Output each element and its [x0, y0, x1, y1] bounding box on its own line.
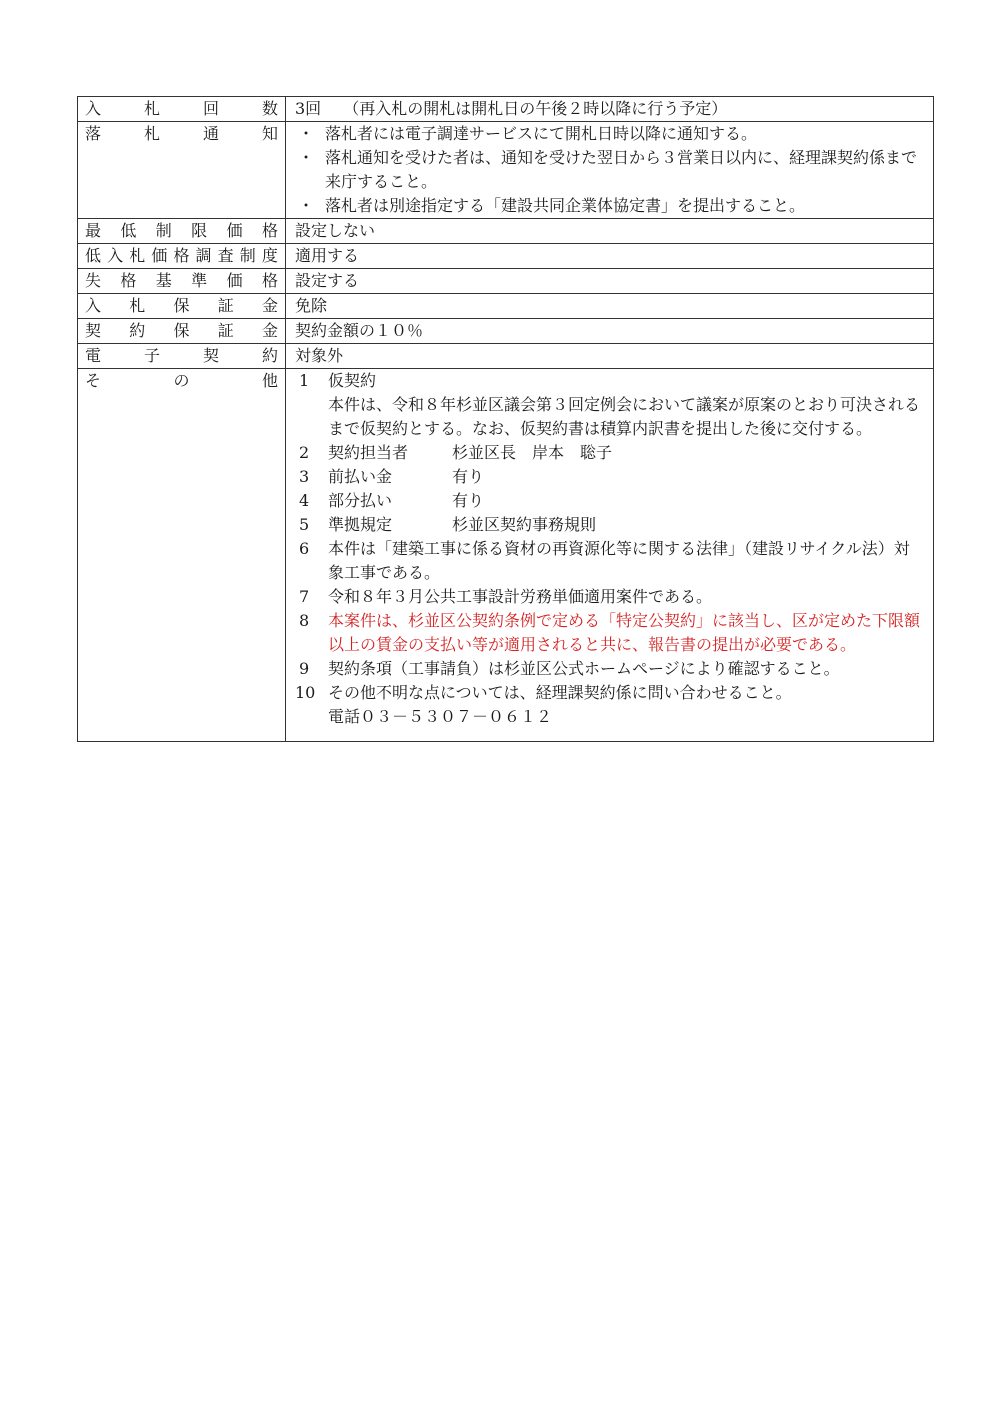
- row-disqualify-price: [78, 269, 934, 294]
- other-item-9-text: 契約条項（工事請負）は杉並区公式ホームページにより確認すること。: [328, 659, 840, 678]
- award-notice-item-1: 落札者には電子調達サービスにて開札日時以降に通知する。: [325, 124, 758, 143]
- label-cell: [78, 344, 286, 369]
- label-cell: [78, 319, 286, 344]
- label-bid-count: 入 札 回 数: [85, 99, 278, 118]
- disqualify-price-value: 設定する: [286, 269, 934, 294]
- other-item-1-text: 本件は、令和８年杉並区議会第３回定例会において議案が原案のとおり可決されるまで仮契約とする。なお、仮契約書は積算内訳書を提出した後に交付する。: [328, 395, 921, 438]
- label-award-notice: 落 札 通 知: [85, 124, 278, 143]
- list-item: [295, 122, 925, 146]
- list-item: [295, 585, 925, 609]
- other-item-4-key: 部分払い: [328, 491, 393, 510]
- list-item: [295, 194, 925, 218]
- value-cell: [286, 97, 934, 122]
- row-low-bid-system: [78, 244, 934, 269]
- item-number: 6: [299, 539, 310, 558]
- list-item: [295, 489, 925, 513]
- bullet-icon: ・: [298, 196, 315, 215]
- row-bid-deposit: [78, 294, 934, 319]
- label-cell: [78, 269, 286, 294]
- list-item: [295, 657, 925, 681]
- award-notice-item-2: 落札通知を受けた者は、通知を受けた翌日から３営業日以内に、経理課契約係まで来庁すること。: [325, 148, 918, 191]
- label-cell: [78, 244, 286, 269]
- other-item-7-text: 令和８年３月公共工事設計労務単価適用案件である。: [328, 587, 713, 606]
- other-item-4-value: 有り: [452, 491, 485, 510]
- item-number: 4: [299, 491, 310, 510]
- other-item-8-text: 本案件は、杉並区公契約条例で定める「特定公契約」に該当し、区が定めた下限額以上の賃金の支払い等が適用されると共に、報告書の提出が必要である。: [328, 611, 921, 654]
- item-number: 9: [299, 659, 310, 678]
- list-item: [295, 537, 925, 585]
- list-item: [295, 465, 925, 489]
- row-min-price: [78, 219, 934, 244]
- label-cell: [78, 122, 286, 219]
- label-cell: [78, 219, 286, 244]
- bullet-icon: ・: [298, 124, 315, 143]
- other-item-2-value: 杉並区長 岸本 聡子: [452, 443, 613, 462]
- label-bid-deposit: 入 札 保 証 金: [85, 296, 278, 315]
- other-item-10-text: その他不明な点については、経理課契約係に問い合わせること。: [328, 683, 792, 702]
- min-price-value: 設定しない: [286, 219, 934, 244]
- bid-deposit-value: 免除: [286, 294, 934, 319]
- item-number: 8: [299, 611, 310, 630]
- row-bid-count: [78, 97, 934, 122]
- award-notice-item-3: 落札者は別途指定する「建設共同企業体協定書」を提出すること。: [325, 196, 806, 215]
- other-item-1-title: 仮契約: [328, 371, 377, 390]
- item-number: 3: [299, 467, 310, 486]
- row-contract-deposit: [78, 319, 934, 344]
- other-item-3-value: 有り: [452, 467, 485, 486]
- list-item: [295, 441, 925, 465]
- other-item-3-key: 前払い金: [328, 467, 393, 486]
- row-award-notice: [78, 122, 934, 219]
- other-item-5-value: 杉並区契約事務規則: [452, 515, 597, 534]
- label-min-price: 最 低 制 限 価 格: [85, 221, 278, 240]
- bullet-icon: ・: [298, 148, 315, 167]
- item-number: 10: [295, 683, 316, 702]
- bid-count-note: （再入札の開札は開札日の午後２時以降に行う予定）: [343, 99, 728, 118]
- item-number: 1: [299, 371, 310, 390]
- item-number: 5: [299, 515, 310, 534]
- conditions-table: [77, 96, 934, 742]
- label-contract-deposit: 契 約 保 証 金: [85, 321, 278, 340]
- item-number: 2: [299, 443, 310, 462]
- row-other: [78, 369, 934, 742]
- contact-phone: 電話０３－５３０７－０６１２: [328, 707, 553, 726]
- label-cell: [78, 369, 286, 742]
- item-number: 7: [299, 587, 310, 606]
- other-item-6-text: 本件は「建築工事に係る資材の再資源化等に関する法律」（建設リサイクル法）対象工事である。: [328, 539, 910, 582]
- list-item: [295, 513, 925, 537]
- label-low-bid-system: 低 入 札 価 格 調 査 制 度: [85, 246, 278, 265]
- label-cell: [78, 97, 286, 122]
- row-e-contract: [78, 344, 934, 369]
- value-cell: [286, 122, 934, 219]
- contract-deposit-value: 契約金額の１０％: [286, 319, 934, 344]
- label-cell: [78, 294, 286, 319]
- other-item-2-key: 契約担当者: [328, 443, 409, 462]
- list-item: [295, 681, 925, 729]
- list-item: [295, 146, 925, 194]
- other-item-5-key: 準拠規定: [328, 515, 393, 534]
- label-e-contract: 電 子 契 約: [85, 346, 278, 365]
- label-disqualify-price: 失 格 基 準 価 格: [85, 271, 278, 290]
- bid-count-value: 3回: [295, 99, 322, 118]
- low-bid-system-value: 適用する: [286, 244, 934, 269]
- list-item: [295, 369, 925, 441]
- list-item: [295, 609, 925, 657]
- label-other: そ の 他: [85, 371, 278, 390]
- e-contract-value: 対象外: [286, 344, 934, 369]
- value-cell: [286, 369, 934, 742]
